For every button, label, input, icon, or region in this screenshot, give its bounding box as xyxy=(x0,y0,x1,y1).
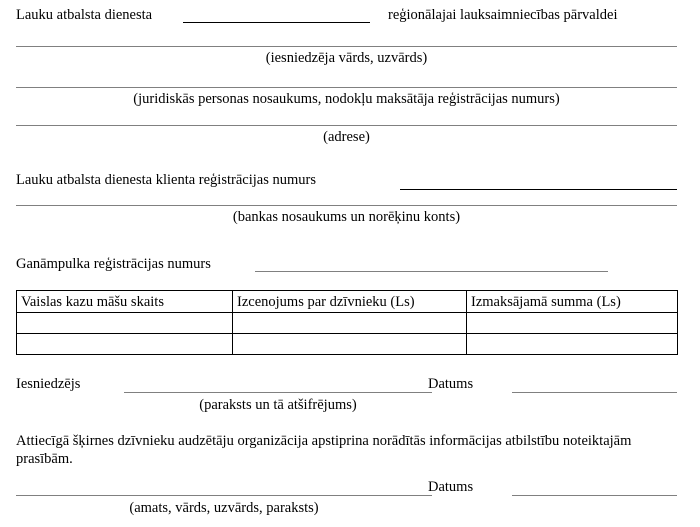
officer-signature-line[interactable] xyxy=(16,495,432,496)
header-left-text: Lauku atbalsta dienesta xyxy=(16,7,153,23)
address-caption: (adrese) xyxy=(323,129,370,145)
table-cell[interactable] xyxy=(467,334,678,355)
signature-caption: (paraksts un tā atšifrējums) xyxy=(199,397,357,413)
submitter-date-line[interactable] xyxy=(512,392,677,393)
payment-table xyxy=(16,290,678,355)
herd-registration-label: Ganāmpulka reģistrācijas numurs xyxy=(16,256,211,272)
applicant-name-line[interactable] xyxy=(16,46,677,47)
bank-account-line[interactable] xyxy=(16,205,677,206)
legal-entity-caption: (juridiskās personas nosaukums, nodokļu maksātāja reģistrācijas numurs) xyxy=(133,91,560,107)
officer-date-line[interactable] xyxy=(512,495,677,496)
table-header-cell: Izmaksājamā summa (Ls) xyxy=(467,291,678,313)
client-registration-label: Lauku atbalsta dienesta klienta reģistrācijas numurs xyxy=(16,172,316,188)
table-cell[interactable] xyxy=(467,313,678,334)
legal-entity-line[interactable] xyxy=(16,87,677,88)
table-row xyxy=(17,313,678,334)
applicant-name-caption: (iesniedzēja vārds, uzvārds) xyxy=(265,50,428,66)
bank-account-caption: (bankas nosaukums un norēķinu konts) xyxy=(232,209,461,225)
herd-registration-fill-line[interactable] xyxy=(255,271,608,272)
table-cell[interactable] xyxy=(17,313,233,334)
table-cell[interactable] xyxy=(17,334,233,355)
client-registration-fill-line[interactable] xyxy=(400,189,677,190)
table-cell[interactable] xyxy=(233,334,467,355)
address-line[interactable] xyxy=(16,125,677,126)
table-row xyxy=(17,334,678,355)
officer-caption: (amats, vārds, uzvārds, paraksts) xyxy=(129,500,319,516)
submitter-label: Iesniedzējs xyxy=(16,376,81,392)
submitter-signature-line[interactable] xyxy=(124,392,432,393)
confirmation-paragraph: Attiecīgā šķirnes dzīvnieku audzētāju organizācija apstiprina norādītās informācijas atbilstību noteiktajām prasībām. xyxy=(16,433,632,467)
header-office-fill-line[interactable] xyxy=(183,22,370,23)
table-header-cell: Vaislas kazu māšu skaits xyxy=(17,291,233,313)
table-header-row xyxy=(17,291,678,313)
table-header-cell: Izcenojums par dzīvnieku (Ls) xyxy=(233,291,467,313)
table-cell[interactable] xyxy=(233,313,467,334)
header-right-text: reģionālajai lauksaimniecības pārvaldei xyxy=(388,7,618,23)
date-label-1: Datums xyxy=(428,376,474,392)
date-label-2: Datums xyxy=(428,479,474,495)
